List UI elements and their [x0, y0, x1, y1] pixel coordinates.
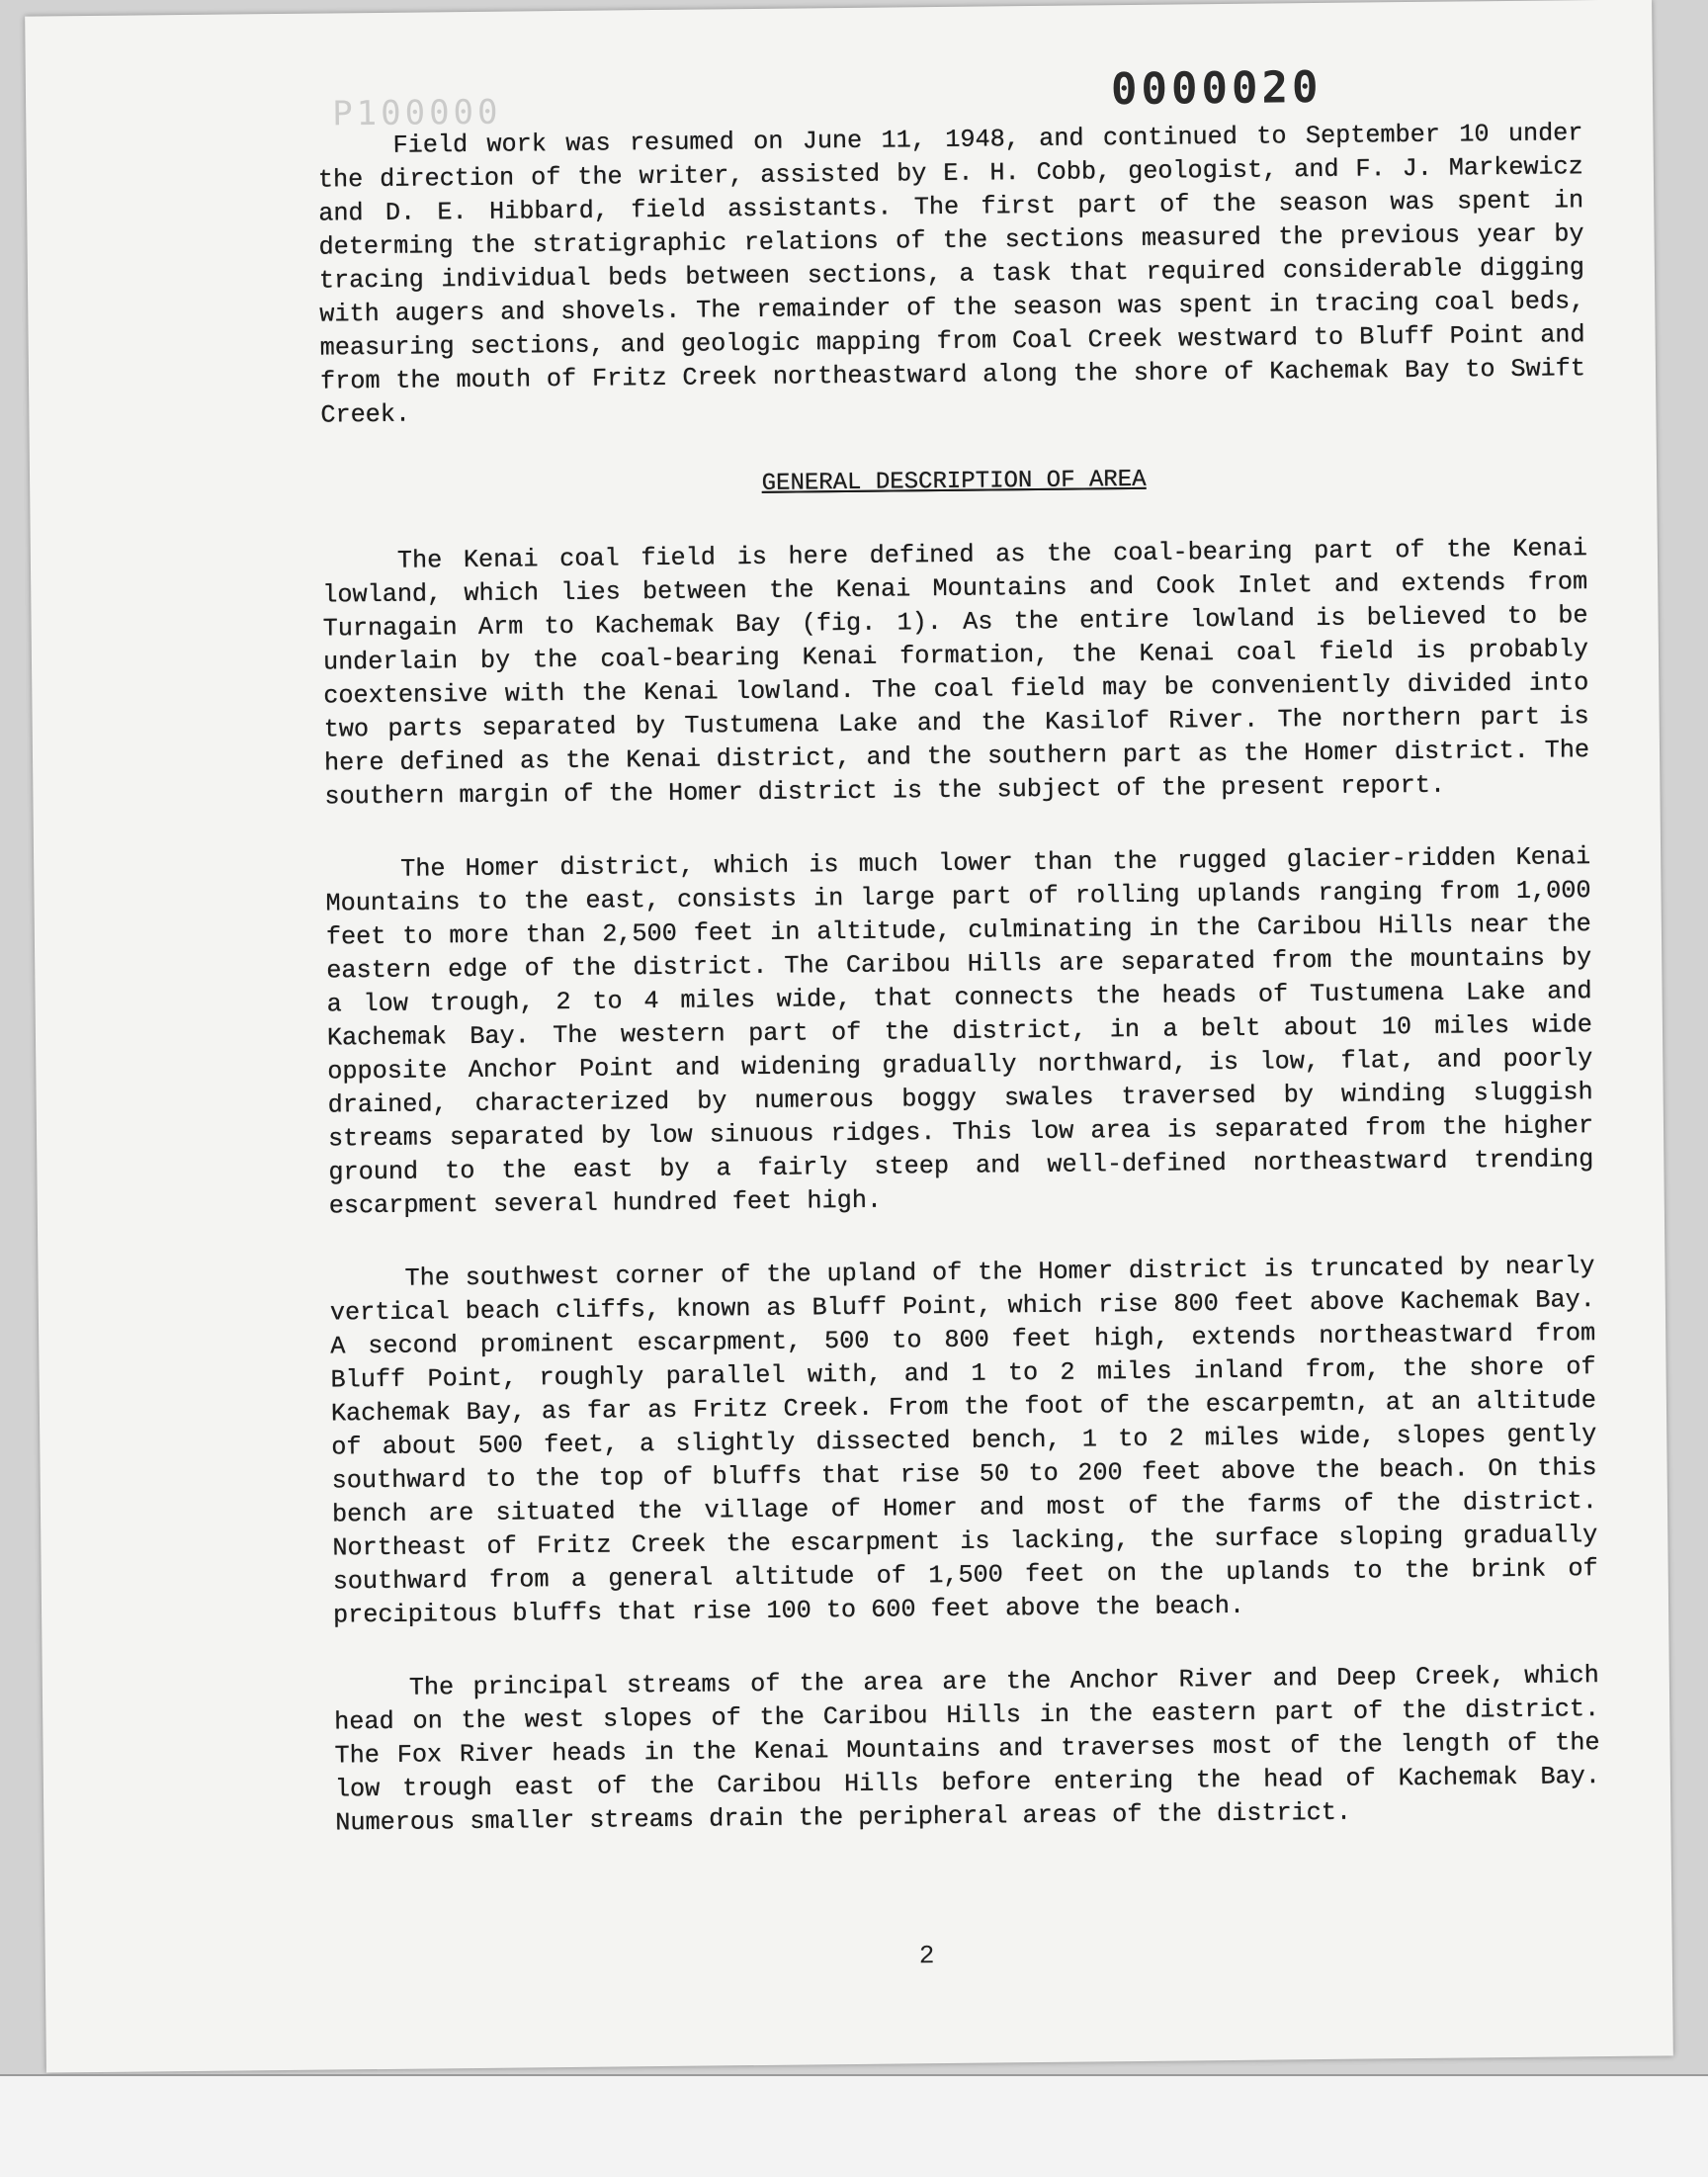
paragraph-field-work: Field work was resumed on June 11, 1948, and continued to September 10 under the direction of the writer, assisted by E. H. Cobb, geologist, and F. J. Markewicz and D. E. Hibbard, field assistants. The first part of the season was spent in determing the stratigraphic relations of the sections measured the previous year by tracing individual beds between sections, a task that required considerable digging with augers and shovels. The remainder of the season was spent in tracing coal beds, measuring sections, and geologic mapping from Coal Creek westward to Bluff Point and from the mouth of Fritz Creek northeastward along the shore of Kachemak Bay to Swift Creek. [317, 119, 1586, 430]
paragraph-bluff-point: The southwest corner of the upland of the Homer district is truncated by nearly vertical beach cliffs, known as Bluff Point, which rise 800 feet above Kachemak Bay. A second prominent escarpment, 500 to 800 feet high, extends northeastward from Bluff Point, roughly parallel with, and 1 to 2 miles inland from, the shore of Kachemak Bay, as far as Fritz Creek. From the foot of the escarpemtn, at an altitude of about 500 feet, a slightly dissected bench, 1 to 2 miles wide, slopes gently southward to the top of bluffs that rise 50 to 200 feet above the beach. On this bench are situated the village of Homer and most of the farms of the district. Northeast of Fritz Creek the escarpment is lacking, the surface sloping gradually southward from a general altitude of 1,500 feet on the uplands to the brink of precipitous bluffs that rise 100 to 600 feet above the beach. [329, 1252, 1598, 1630]
paragraph-kenai-coal-field: The Kenai coal field is here defined as the coal-bearing part of the Kenai lowland, which lies between the Kenai Mountains and Cook Inlet and extends from Turnagain Arm to Kachemak Bay (fig. 1). As the entire lowland is believed to be underlain by the coal-bearing Kenai formation, the Kenai coal field is probably coextensive with the Kenai lowland. The coal field may be conveniently divided into two parts separated by Tustumena Lake and the Kasilof River. The northern part is here defined as the Kenai district, and the southern part as the Homer district. The southern margin of the Homer district is the subject of the present report. [322, 534, 1590, 812]
document-body [317, 117, 1600, 1840]
paragraph-homer-district: The Homer district, which is much lower than the rugged glacier-ridden Kenai Mountains to the east, consists in large part of rolling uplands ranging from 1,000 feet to more than 2,500 feet in altitude, culminating in the Caribou Hills near the eastern edge of the district. The Caribou Hills are separated from the mountains by a low trough, 2 to 4 miles wide, that connects the heads of Tustumena Lake and Kachemak Bay. The western part of the district, in a belt about 10 miles wide opposite Anchor Point and widening gradually northward, is low, flat, and poorly drained, characterized by numerous boggy swales traversed by winding sluggish streams separated by low sinuous ridges. This low area is separated from the higher ground to the east by a fairly steep and well-defined northeastward trending escarpment several hundred feet high. [325, 842, 1594, 1221]
bleed-through-number: P100000 [331, 92, 502, 134]
document-number: 0000020 [1110, 61, 1323, 116]
scanner-margin [0, 2074, 1708, 2177]
paragraph-principal-streams: The principal streams of the area are the Anchor River and Deep Creek, which head on the west slopes of the Caribou Hills in the eastern part of the district. The Fox River heads in the Kenai Mountains and traverses most of the length of the low trough east of the Caribou Hills before entering the head of Kachemak Bay. Numerous smaller streams drain the peripheral areas of the district. [334, 1661, 1601, 1838]
section-heading: GENERAL DESCRIPTION OF AREA [761, 466, 1147, 497]
document-page [25, 0, 1673, 2073]
page-number: 2 [918, 1941, 935, 1971]
